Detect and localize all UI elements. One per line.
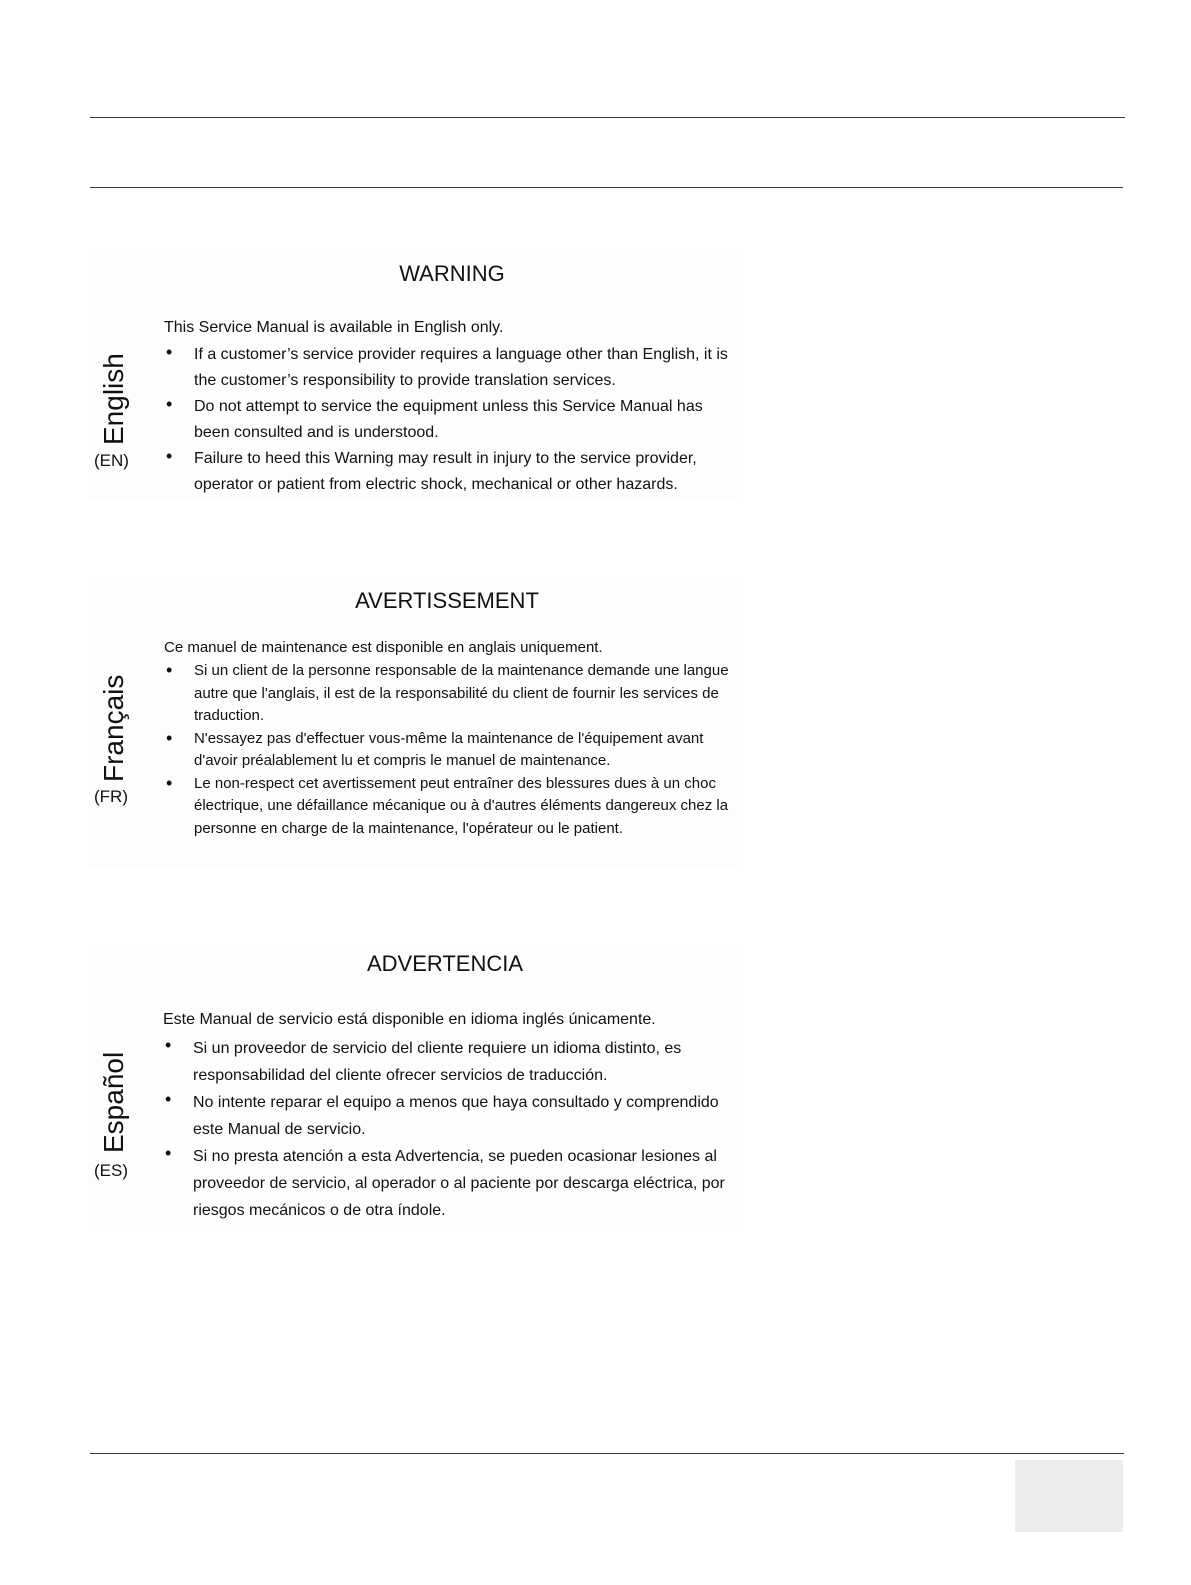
footer-rule (90, 1453, 1124, 1454)
bullet-list (163, 1035, 738, 1224)
bullet-list (164, 342, 738, 498)
warning-title: ADVERTENCIA (366, 951, 524, 976)
language-code: (FR) (94, 787, 128, 806)
language-name: Español (98, 1051, 129, 1153)
header-bottom-rule (90, 187, 1123, 188)
warning-section-french (88, 582, 738, 867)
language-code: (EN) (94, 451, 129, 470)
bullet-text: Si un proveedor de servicio del cliente requiere un idioma distinto, es responsabilidad del cliente ofrecer servicios de traducción. (193, 1040, 682, 1084)
bullet-text: Si un client de la personne responsable de la maintenance demande une langue autre que l'anglais, il est de la responsabilité du client de fournir les services de traduction. (194, 662, 729, 724)
list-item (164, 342, 738, 394)
list-item (164, 660, 738, 728)
list-item (164, 394, 738, 446)
list-item (163, 1035, 738, 1089)
bullet-list (164, 660, 738, 840)
language-name: Français (98, 674, 129, 782)
bullet-text: Do not attempt to service the equipment unless this Service Manual has been consulted and is understood. (194, 398, 703, 441)
intro-text: Este Manual de servicio está disponible en idioma inglés únicamente. (163, 1011, 656, 1028)
list-item (163, 1089, 738, 1143)
language-name: English (98, 353, 129, 445)
bullet-text: If a customer’s service provider requires a language other than English, it is the customer’s responsibility to provide translation services. (194, 346, 728, 389)
list-item (164, 773, 738, 841)
page-number-box (1015, 1460, 1123, 1532)
intro-text: Ce manuel de maintenance est disponible en anglais uniquement. (164, 639, 603, 656)
list-item (163, 1143, 738, 1224)
warning-title: AVERTISSEMENT (355, 588, 539, 613)
bullet-text: N'essayez pas d'effectuer vous-même la maintenance de l'équipement avant d'avoir préalablement lu et compris le manuel de maintenance. (194, 729, 704, 769)
language-code: (ES) (94, 1161, 128, 1180)
list-item (164, 728, 738, 773)
warning-section-spanish (88, 945, 738, 1225)
warning-title: WARNING (399, 261, 505, 286)
header-top-rule (90, 117, 1125, 118)
bullet-text: No intente reparar el equipo a menos que haya consultado y comprendido este Manual de servicio. (193, 1094, 719, 1138)
intro-text: This Service Manual is available in English only. (164, 319, 504, 336)
list-item (164, 446, 738, 498)
bullet-text: Si no presta atención a esta Advertencia, se pueden ocasionar lesiones al proveedor de servicio, al operador o al paciente por descarga eléctrica, por riesgos mecánicos o de otra índole. (193, 1148, 725, 1219)
bullet-text: Failure to heed this Warning may result in injury to the service provider, operator or patient from electric shock, mechanical or other hazards. (194, 450, 697, 493)
warning-section-english (88, 255, 738, 500)
bullet-text: Le non-respect cet avertissement peut entraîner des blessures dues à un choc électrique, une défaillance mécanique ou à d'autres éléments dangereux chez la personne en charge de la maintenance, l'opérateur ou le patient. (194, 774, 729, 837)
